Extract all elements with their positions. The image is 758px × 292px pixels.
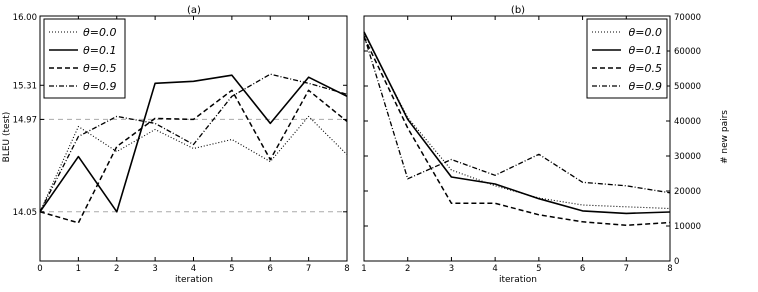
- panel-a-x-tick-label: 0: [37, 264, 43, 274]
- panel-a-y-axis-label: BLEU (test): [2, 111, 12, 163]
- panel-a: [2, 5, 350, 285]
- panel-a-x-tick-label: 8: [344, 264, 350, 274]
- panel-a-y-tick-label: 14.05: [12, 207, 37, 218]
- panel-a-x-tick-label: 1: [75, 264, 82, 274]
- panel-b-legend-label: θ=0.1: [628, 44, 662, 57]
- panel-b-y-tick-label: 20000: [674, 187, 702, 197]
- panel-a-legend-label: θ=0.1: [83, 44, 117, 57]
- panel-a-y-tick-label: 15.31: [12, 81, 37, 92]
- panel-b-x-axis-label: iteration: [498, 275, 538, 285]
- panel-a-legend-label: θ=0.9: [83, 80, 117, 93]
- panel-b-y-tick-label: 60000: [674, 47, 702, 57]
- panel-a-x-tick-label: 6: [267, 264, 273, 274]
- panel-b-y-tick-label: 30000: [674, 152, 702, 162]
- panel-a-legend-label: θ=0.5: [83, 62, 117, 75]
- panel-a-legend-label: θ=0.0: [83, 26, 117, 39]
- panel-b-x-tick-label: 3: [448, 264, 455, 274]
- panel-b-y-tick-label: 50000: [674, 82, 702, 92]
- panel-a-series-line-0: [40, 116, 347, 211]
- panel-a-x-tick-label: 4: [190, 264, 197, 274]
- panel-a-x-tick-label: 7: [305, 264, 312, 274]
- panel-b-x-tick-label: 1: [361, 264, 367, 274]
- panel-a-x-tick-label: 2: [114, 264, 120, 274]
- panel-b-x-tick-label: 7: [623, 264, 629, 274]
- panel-b-y-tick-label: 40000: [674, 117, 702, 127]
- panel-a-series-line-2: [40, 90, 347, 223]
- panel-b-x-tick-label: 5: [536, 264, 542, 274]
- panel-a-y-tick-label: 16.00: [12, 13, 37, 23]
- panel-b-y-tick-label: 70000: [674, 13, 702, 23]
- panel-a-y-tick-label: 14.97: [12, 115, 37, 126]
- panel-b-title: (b): [510, 5, 526, 16]
- panel-b-y-tick-label: 10000: [674, 222, 702, 232]
- panel-b-legend-label: θ=0.0: [628, 26, 662, 39]
- panel-a-title: (a): [187, 5, 201, 16]
- panel-a-x-axis-label: iteration: [174, 275, 214, 285]
- panel-b-x-tick-label: 4: [492, 264, 498, 274]
- panel-b-y-tick-label: 0: [674, 257, 680, 267]
- panel-b-x-tick-label: 2: [405, 264, 411, 274]
- panel-b-x-tick-label: 8: [667, 264, 673, 274]
- panel-a-x-tick-label: 5: [229, 264, 235, 274]
- panel-b-y-axis-label: # new pairs: [720, 110, 730, 164]
- panel-b-legend-label: θ=0.5: [628, 62, 662, 75]
- panel-b: [361, 5, 730, 285]
- panel-a-x-tick-label: 3: [152, 264, 158, 274]
- panel-b-legend-label: θ=0.9: [628, 80, 662, 93]
- panel-b-x-tick-label: 6: [579, 264, 586, 274]
